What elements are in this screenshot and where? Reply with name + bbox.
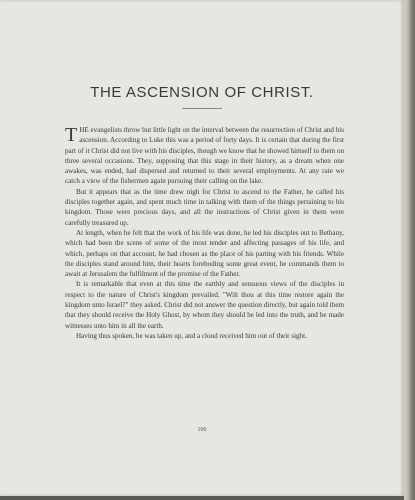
page-number: 100: [197, 427, 207, 433]
paragraph-5: Having thus spoken, he was taken up, and a cloud received him out of their sight.: [76, 331, 307, 340]
paragraph-1-text: HE evangelists throw but little light on the interval between the resurrection of Christ and his ascension. According to Luke this was a period of forty days. It is certain that during the first part of it Christ did not live with his disciples, though we know that he showed himself to them on three several occasions. They, supposing that this stage in their history, as a dream when one awakes, was ended, had dispersed and returned to their several employments. At any rate we catch a view of the fishermen again pursuing their calling on the lake.: [65, 126, 344, 186]
title-divider: [182, 108, 222, 109]
page-edge: [404, 0, 415, 500]
paragraph-1: [65, 125, 344, 187]
paragraph-4: It is remarkable that even at this time the earthly and sensuous views of the disciples in respect to the nature of Christ's kingdom prevailed. "Wilt thou at this time restore again the kingdom unto Israel?" they asked. Christ did not answer the question directly, but again told them that they should receive the Holy Ghost, by whom they should be led into the truth, and be made witnesses unto him in all the earth.: [65, 280, 344, 330]
chapter-title: THE ASCENSION OF CHRIST.: [90, 84, 314, 102]
body-text: [65, 125, 344, 341]
drop-cap: T: [65, 124, 78, 146]
paragraph-2: But it appears that as the time drew nigh for Christ to ascend to the Father, he called his disciples together again, and spent much time in talking with them of the things pertaining to his kingdom. Those were precious days, and all the instructions of Christ given in them were carefully treasured up.: [65, 187, 344, 227]
paragraph-3: At length, when he felt that the work of his life was done, he led his disciples out to Bethany, which had been the scene of some of the most tender and affecting passages of his life, and which, perhaps on that account, he had chosen as the place of his parting with his friends. While the disciples stand around him, their hearts foreboding some great event, he commands them to await at Jerusalem the fulfilment of the promise of the Father.: [65, 228, 344, 279]
